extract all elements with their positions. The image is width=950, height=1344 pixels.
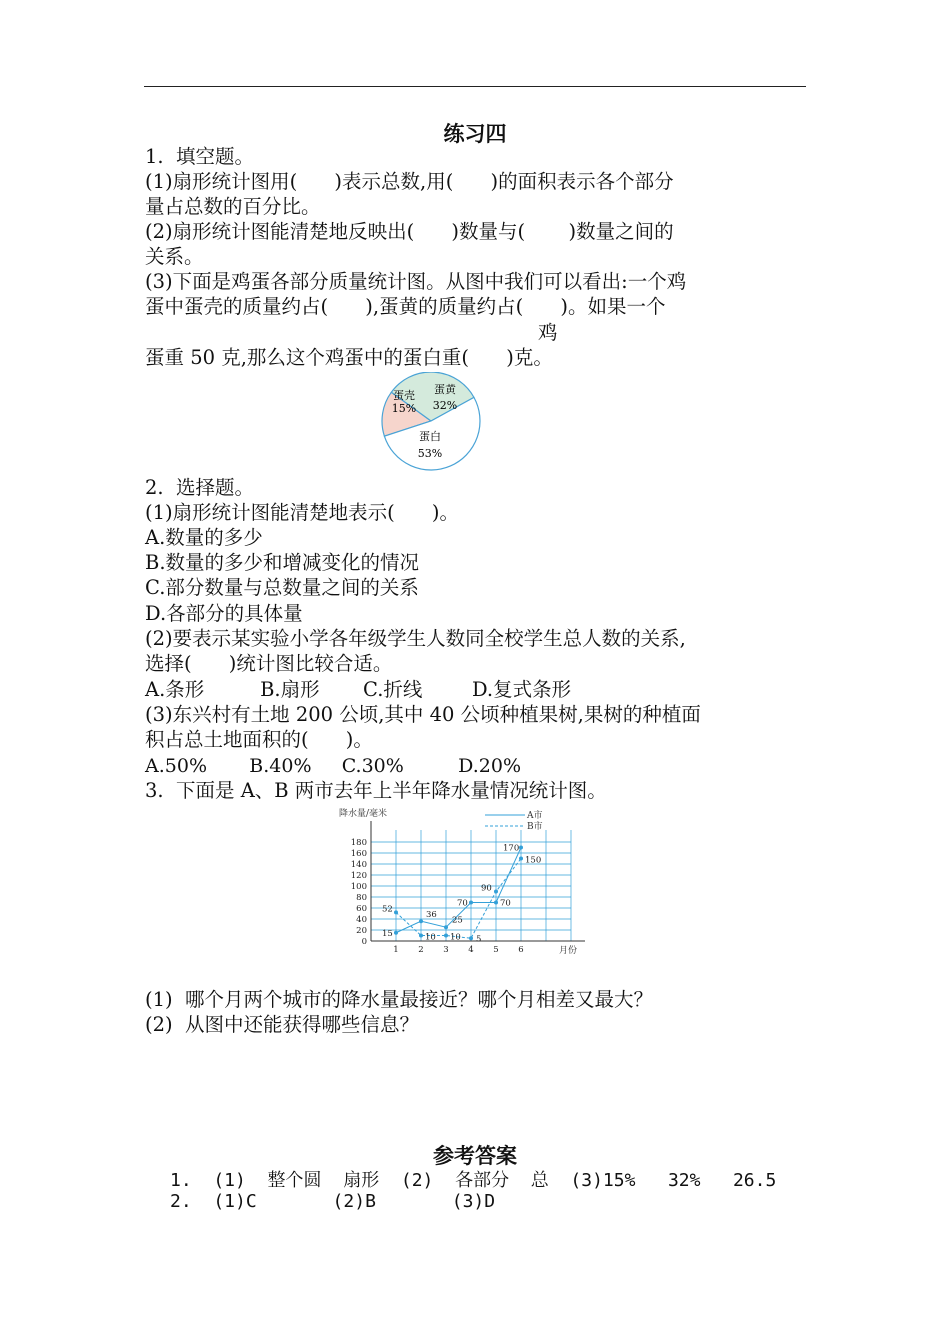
q3-sub-1: (1) 哪个月两个城市的降水量最接近？哪个月相差又最大？ <box>145 988 654 1011</box>
egg-pie-chart <box>372 372 490 472</box>
q2-heading: 2. 选择题。 <box>145 476 255 499</box>
rainfall-line-chart <box>335 805 595 960</box>
answers-title: 参考答案 <box>433 1144 517 1168</box>
point-b-2 <box>419 934 423 938</box>
y-tick-180: 180 <box>350 838 367 848</box>
legend-label-b: B市 <box>527 822 543 832</box>
q3-sub-2: (2) 从图中还能获得哪些信息？ <box>145 1013 420 1036</box>
answer-1: 1. (1) 整个圆 扇形 (2) 各部分 总 (3)15% 32% 26.5 <box>170 1170 777 1191</box>
point-a-1 <box>394 931 398 935</box>
q1-line-1: (1)扇形统计图用( )表示总数,用( )的面积表示各个部分 <box>145 170 674 193</box>
q1-line-6: 蛋中蛋壳的质量约占( ),蛋黄的质量约占( )。如果一个 <box>145 295 666 318</box>
q1-heading: 1. 填空题。 <box>145 145 255 168</box>
q2-option-c: C.部分数量与总数量之间的关系 <box>145 576 419 599</box>
data-label-b-3: 10 <box>450 932 461 943</box>
point-a-5 <box>494 901 498 905</box>
point-a-3 <box>444 925 448 929</box>
data-label-b-4: 5 <box>476 934 482 945</box>
y-tick-0: 0 <box>361 937 367 947</box>
q1-line-4: 关系。 <box>145 245 204 268</box>
y-tick-100: 100 <box>350 882 367 892</box>
data-label-a-2: 36 <box>426 910 437 921</box>
x-tick-6: 6 <box>518 945 524 955</box>
q2-line-2: (2)要表示某实验小学各年级学生人数同全校学生总人数的关系, <box>145 627 686 650</box>
x-tick-5: 5 <box>493 945 499 955</box>
x-tick-2: 2 <box>418 945 424 955</box>
pie-pct-shell: 15% <box>391 402 417 415</box>
point-b-5 <box>494 890 498 894</box>
header-rule <box>144 86 806 87</box>
data-label-b-5: 90 <box>481 883 492 894</box>
x-tick-4: 4 <box>468 945 474 955</box>
pie-pct-yolk: 32% <box>432 399 458 412</box>
x-tick-1: 1 <box>393 945 399 955</box>
q2-line-5: 积占总土地面积的( )。 <box>145 728 373 751</box>
q3-heading: 3. 下面是 A、B 两市去年上半年降水量情况统计图。 <box>145 779 607 802</box>
pie-pct-white: 53% <box>417 447 443 460</box>
data-label-a-4: 70 <box>457 898 468 909</box>
y-tick-120: 120 <box>350 871 367 881</box>
answer-2: 2. (1)C (2)B (3)D <box>170 1191 496 1212</box>
data-label-a-3: 25 <box>452 915 463 926</box>
chart-y-label: 降水量/毫米 <box>339 809 388 819</box>
data-label-b-6: 150 <box>525 855 542 866</box>
y-tick-40: 40 <box>356 915 367 925</box>
y-tick-140: 140 <box>350 860 367 870</box>
point-b-1 <box>394 910 398 914</box>
y-tick-20: 20 <box>356 926 367 936</box>
q2-option-b: B.数量的多少和增减变化的情况 <box>145 551 420 574</box>
point-a-2 <box>419 919 423 923</box>
pie-label-white: 蛋白 <box>419 430 441 443</box>
q2-line-4: (3)东兴村有土地 200 公顷,其中 40 公顷种植果树,果树的种植面 <box>145 703 701 726</box>
q2-options-2: A.条形 B.扇形 C.折线 D.复式条形 <box>145 678 572 701</box>
legend-label-a: A市 <box>527 811 543 821</box>
data-label-a-6: 170 <box>503 843 520 854</box>
x-tick-3: 3 <box>443 945 449 955</box>
q1-line-7: 鸡 <box>538 321 558 344</box>
q1-line-2: 量占总数的百分比。 <box>145 195 321 218</box>
q1-line-8: 蛋重 50 克,那么这个鸡蛋中的蛋白重( )克。 <box>145 346 553 369</box>
data-label-b-2: 10 <box>425 932 436 943</box>
point-b-3 <box>444 934 448 938</box>
y-tick-80: 80 <box>356 893 367 903</box>
y-tick-160: 160 <box>350 849 367 859</box>
q2-option-d: D.各部分的具体量 <box>145 602 303 625</box>
chart-x-label: 月份 <box>559 946 578 956</box>
pie-label-shell: 蛋壳 <box>393 389 415 402</box>
point-a-6 <box>519 846 523 850</box>
point-b-4 <box>469 936 473 940</box>
page-title: 练习四 <box>443 122 507 146</box>
q2-options-3: A.50% B.40% C.30% D.20% <box>145 755 522 777</box>
y-tick-60: 60 <box>356 904 367 914</box>
q1-line-5: (3)下面是鸡蛋各部分质量统计图。从图中我们可以看出:一个鸡 <box>145 270 687 293</box>
data-label-a-1: 15 <box>382 928 393 939</box>
q2-line-1: (1)扇形统计图能清楚地表示( )。 <box>145 501 460 524</box>
data-label-b-1: 52 <box>382 904 393 915</box>
pie-label-yolk: 蛋黄 <box>434 383 456 396</box>
point-a-4 <box>469 901 473 905</box>
q2-option-a: A.数量的多少 <box>145 526 263 549</box>
q1-line-3: (2)扇形统计图能清楚地反映出( )数量与( )数量之间的 <box>145 220 674 243</box>
point-b-6 <box>519 857 523 861</box>
data-label-a-5: 70 <box>500 898 511 909</box>
q2-line-3: 选择( )统计图比较合适。 <box>145 652 393 675</box>
